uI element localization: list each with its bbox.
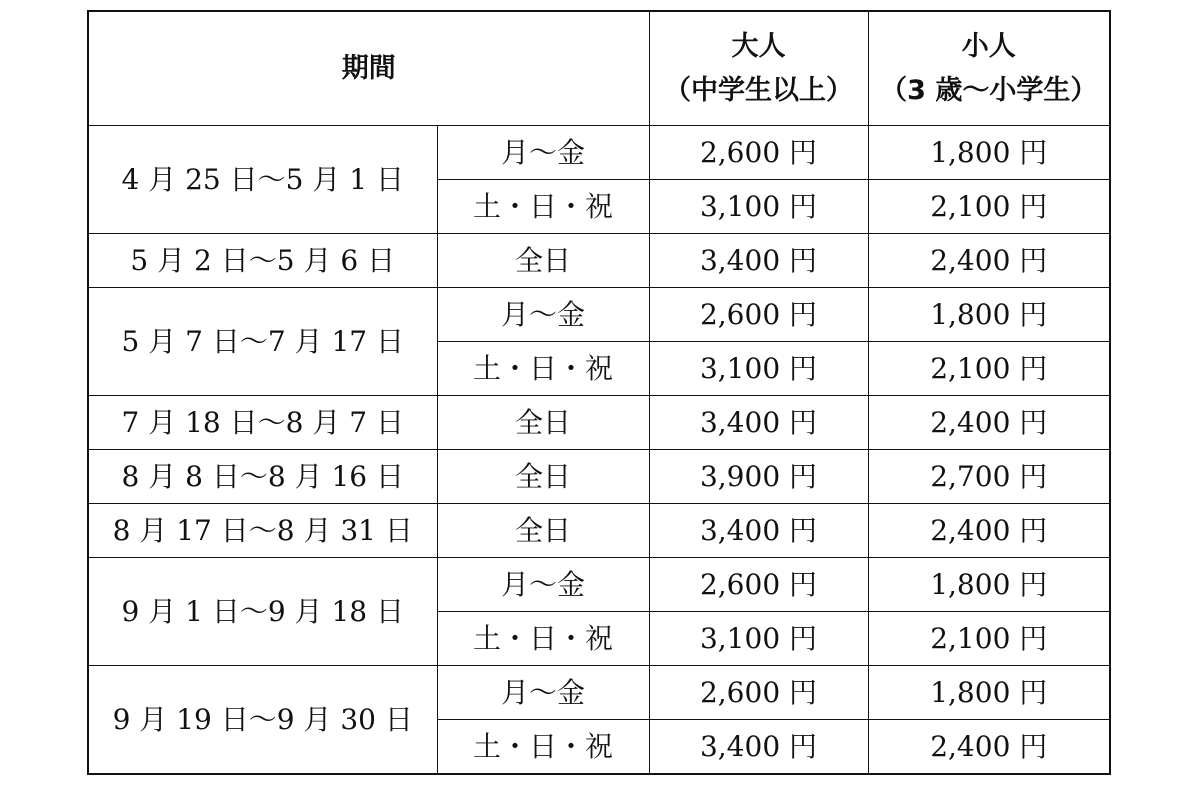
child-price-cell: 2,100 円 xyxy=(868,342,1110,396)
day-type-cell: 月～金 xyxy=(437,288,649,342)
adult-price-cell: 3,100 円 xyxy=(649,180,868,234)
table-row xyxy=(88,396,1110,450)
child-price-cell: 2,400 円 xyxy=(868,396,1110,450)
child-price-cell: 2,100 円 xyxy=(868,180,1110,234)
day-type-cell: 全日 xyxy=(437,450,649,504)
header-child xyxy=(868,11,1110,126)
header-adult-note: （中学生以上） xyxy=(664,74,853,106)
child-price-cell: 1,800 円 xyxy=(868,288,1110,342)
header-adult-label: 大人 xyxy=(731,30,786,62)
child-price-cell: 2,400 円 xyxy=(868,234,1110,288)
child-price-cell: 2,700 円 xyxy=(868,450,1110,504)
header-child-label: 小人 xyxy=(961,30,1016,62)
period-cell: 8 月 17 日～8 月 31 日 xyxy=(88,504,437,558)
period-cell: 4 月 25 日～5 月 1 日 xyxy=(88,126,437,234)
day-type-cell: 月～金 xyxy=(437,558,649,612)
period-cell: 9 月 19 日～9 月 30 日 xyxy=(88,666,437,775)
price-table xyxy=(87,10,1111,775)
adult-price-cell: 3,900 円 xyxy=(649,450,868,504)
child-price-cell: 2,100 円 xyxy=(868,612,1110,666)
period-cell: 5 月 7 日～7 月 17 日 xyxy=(88,288,437,396)
child-price-cell: 1,800 円 xyxy=(868,666,1110,720)
day-type-cell: 土・日・祝 xyxy=(437,180,649,234)
day-type-cell: 土・日・祝 xyxy=(437,342,649,396)
table-row xyxy=(88,504,1110,558)
day-type-cell: 全日 xyxy=(437,396,649,450)
table-header xyxy=(88,11,1110,126)
child-price-cell: 2,400 円 xyxy=(868,504,1110,558)
header-period: 期間 xyxy=(88,11,649,126)
day-type-cell: 土・日・祝 xyxy=(437,612,649,666)
adult-price-cell: 3,100 円 xyxy=(649,612,868,666)
child-price-cell: 1,800 円 xyxy=(868,558,1110,612)
table-row xyxy=(88,288,1110,342)
table-row xyxy=(88,558,1110,612)
day-type-cell: 全日 xyxy=(437,504,649,558)
table-body xyxy=(88,126,1110,775)
table-row xyxy=(88,666,1110,720)
header-adult xyxy=(649,11,868,126)
adult-price-cell: 2,600 円 xyxy=(649,558,868,612)
child-price-cell: 2,400 円 xyxy=(868,720,1110,775)
period-cell: 9 月 1 日～9 月 18 日 xyxy=(88,558,437,666)
day-type-cell: 月～金 xyxy=(437,126,649,180)
period-cell: 5 月 2 日～5 月 6 日 xyxy=(88,234,437,288)
adult-price-cell: 3,400 円 xyxy=(649,396,868,450)
adult-price-cell: 2,600 円 xyxy=(649,288,868,342)
table-row xyxy=(88,126,1110,180)
day-type-cell: 土・日・祝 xyxy=(437,720,649,775)
header-child-note: （3 歳～小学生） xyxy=(880,74,1098,106)
table-row xyxy=(88,234,1110,288)
table-row xyxy=(88,450,1110,504)
adult-price-cell: 3,100 円 xyxy=(649,342,868,396)
adult-price-cell: 3,400 円 xyxy=(649,234,868,288)
adult-price-cell: 3,400 円 xyxy=(649,720,868,775)
adult-price-cell: 2,600 円 xyxy=(649,666,868,720)
day-type-cell: 月～金 xyxy=(437,666,649,720)
adult-price-cell: 2,600 円 xyxy=(649,126,868,180)
period-cell: 7 月 18 日～8 月 7 日 xyxy=(88,396,437,450)
child-price-cell: 1,800 円 xyxy=(868,126,1110,180)
header-row xyxy=(88,11,1110,126)
day-type-cell: 全日 xyxy=(437,234,649,288)
period-cell: 8 月 8 日～8 月 16 日 xyxy=(88,450,437,504)
adult-price-cell: 3,400 円 xyxy=(649,504,868,558)
